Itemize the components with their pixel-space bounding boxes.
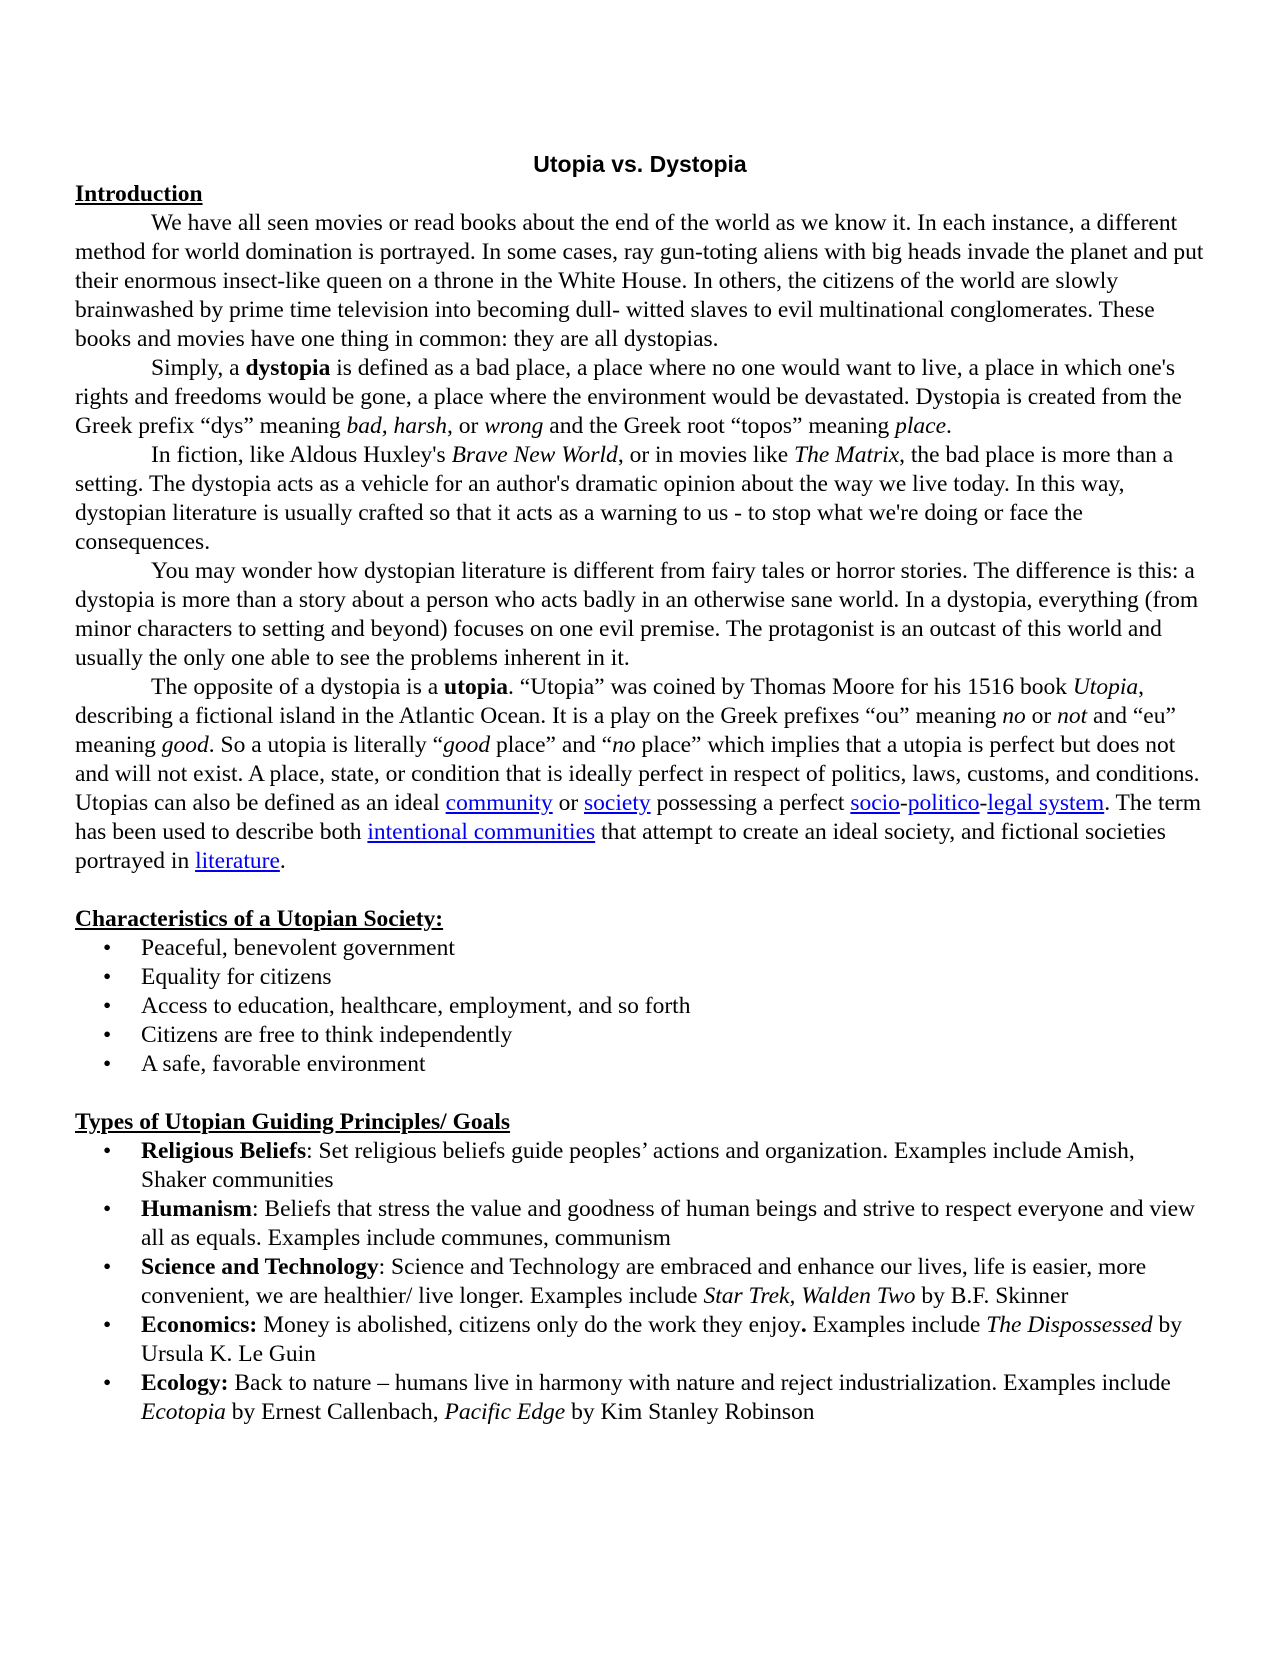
principles-list: [75, 1137, 1205, 1427]
intro-paragraph-2: Simply, a dystopia is defined as a bad place, a place where no one would want to live, a place in which one's rights and freedoms would be gone, a place where the environment would be devastated. Dystopia is created from the Greek prefix “dys” meaning bad, harsh, or wrong and the Greek root “topos” meaning place.: [75, 355, 1182, 439]
term-dystopia: dystopia: [245, 355, 331, 381]
link-socio[interactable]: socio: [850, 790, 900, 816]
list-item: • Citizens are free to think independently: [103, 1022, 513, 1048]
bullet-icon: •: [103, 1022, 112, 1048]
bullet-icon: •: [103, 1370, 112, 1396]
characteristics-heading: Characteristics of a Utopian Society:: [75, 906, 444, 932]
list-item: • Peaceful, benevolent government: [103, 935, 455, 961]
link-society[interactable]: society: [584, 790, 651, 816]
intro-paragraph-5: The opposite of a dystopia is a utopia. “Utopia” was coined by Thomas Moore for his 1516 book Utopia, describing a fictional island in the Atlantic Ocean. It is a play on the Greek prefixes “ou” meaning no or not and “eu” meaning good. So a utopia is literally “good place” and “no place” which implies that a utopia is perfect but does not and will not exist. A place, state, or condition that is ideally perfect in respect of politics, laws, customs, and conditions. Utopias can also be defined as an ideal community or society possessing a perfect socio-politico-legal system. The term has been used to describe both intentional communities that attempt to create an ideal society, and fictional societies portrayed in literature.: [75, 674, 1202, 874]
link-community[interactable]: community: [445, 790, 553, 816]
list-item: • Access to education, healthcare, employment, and so forth: [103, 993, 691, 1019]
principles-heading: Types of Utopian Guiding Principles/ Goals: [75, 1109, 511, 1135]
movie-title-the-matrix: The Matrix: [794, 442, 900, 468]
bullet-icon: •: [103, 1196, 112, 1222]
bullet-icon: •: [103, 1138, 112, 1164]
list-item-economics: • Economics: Money is abolished, citizens only do the work they enjoy. Examples include The Dispossessed by Ursula K. Le Guin: [103, 1312, 1183, 1367]
spacer: [75, 1079, 1205, 1108]
bullet-icon: •: [103, 1254, 112, 1280]
characteristics-list: [75, 934, 1205, 1079]
bullet-icon: •: [103, 1312, 112, 1338]
list-item: • Equality for citizens: [103, 964, 332, 990]
introduction-heading: Introduction: [75, 181, 203, 207]
bullet-icon: •: [103, 935, 112, 961]
intro-paragraph-4: You may wonder how dystopian literature is different from fairy tales or horror stories. The difference is this: a dystopia is more than a story about a person who acts badly in an otherwise sane world. In a dystopia, everything (from minor characters to setting and beyond) focuses on one evil premise. The protagonist is an outcast of this world and usually the only one able to see the problems inherent in it.: [75, 558, 1199, 671]
link-literature[interactable]: literature: [195, 848, 280, 874]
page-title: Utopia vs. Dystopia: [533, 151, 747, 177]
spacer: [75, 876, 1205, 905]
bullet-icon: •: [103, 1051, 112, 1077]
link-intentional-communities[interactable]: intentional communities: [367, 819, 596, 845]
book-title-brave-new-world: Brave New World: [451, 442, 618, 468]
link-legal-system[interactable]: legal system: [987, 790, 1105, 816]
intro-paragraph-1: We have all seen movies or read books about the end of the world as we know it. In each instance, a different method for world domination is portrayed. In some cases, ray gun-toting aliens with big heads invade the planet and put their enormous insect-like queen on a throne in the White House. In others, the citizens of the world are slowly brainwashed by prime time television into becoming dull- witted slaves to evil multinational conglomerates. These books and movies have one thing in common: they are all dystopias.: [75, 210, 1204, 352]
list-item-science-technology: • Science and Technology: Science and Technology are embraced and enhance our lives, life is easier, more convenient, we are healthier/ live longer. Examples include Star Trek, Walden Two by B.F. Skinner: [103, 1254, 1147, 1309]
link-politico[interactable]: politico: [907, 790, 980, 816]
bullet-icon: •: [103, 993, 112, 1019]
term-utopia: utopia: [444, 674, 509, 700]
list-item: • A safe, favorable environment: [103, 1051, 426, 1077]
list-item-ecology: • Ecology: Back to nature – humans live in harmony with nature and reject industrialization. Examples include Ecotopia by Ernest Callenbach, Pacific Edge by Kim Stanley Robinson: [103, 1370, 1171, 1425]
list-item-religious-beliefs: • Religious Beliefs: Set religious beliefs guide peoples’ actions and organization. Examples include Amish, Shaker communities: [103, 1138, 1135, 1193]
intro-paragraph-3: In fiction, like Aldous Huxley's Brave New World, or in movies like The Matrix, the bad place is more than a setting. The dystopia acts as a vehicle for an author's dramatic opinion about the way we live today. In this way, dystopian literature is usually crafted so that it acts as a warning to us - to stop what we're doing or face the consequences.: [75, 442, 1174, 555]
list-item-humanism: • Humanism: Beliefs that stress the value and goodness of human beings and strive to respect everyone and view all as equals. Examples include communes, communism: [103, 1196, 1196, 1251]
document-body: [75, 148, 1205, 1427]
bullet-icon: •: [103, 964, 112, 990]
